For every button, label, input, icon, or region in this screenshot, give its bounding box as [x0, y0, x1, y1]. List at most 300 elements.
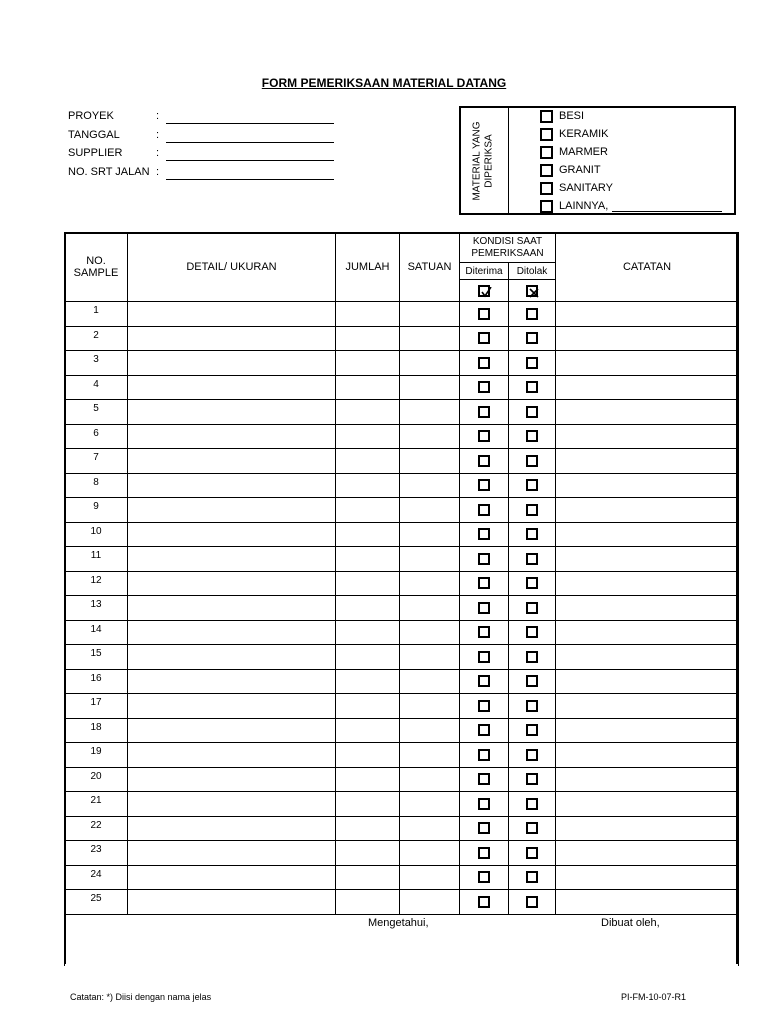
diterima-cell[interactable] — [460, 865, 509, 890]
header-kondisi-line1: KONDISI SAAT — [472, 235, 543, 247]
header-field-label: PROYEK — [68, 110, 114, 122]
row-number: 3 — [65, 351, 128, 376]
diterima-checkbox-icon[interactable] — [478, 700, 490, 712]
detail-cell[interactable] — [128, 400, 336, 425]
ditolak-cell[interactable] — [509, 669, 556, 694]
header-field-input-line[interactable] — [166, 142, 334, 143]
row-number: 6 — [65, 424, 128, 449]
checkbox-icon[interactable] — [540, 128, 553, 141]
satuan-cell[interactable] — [400, 767, 460, 792]
diterima-checkbox-icon[interactable] — [478, 308, 490, 320]
header-detail: DETAIL/ UKURAN — [128, 233, 336, 302]
ditolak-checkbox-icon[interactable] — [526, 700, 538, 712]
diterima-cell[interactable] — [460, 816, 509, 841]
catatan-cell[interactable] — [556, 890, 739, 915]
satuan-cell[interactable] — [400, 669, 460, 694]
diterima-checkbox-icon[interactable] — [478, 798, 490, 810]
table-row — [65, 694, 739, 719]
jumlah-cell[interactable] — [336, 375, 400, 400]
diterima-cell[interactable] — [460, 620, 509, 645]
detail-cell[interactable] — [128, 620, 336, 645]
catatan-cell[interactable] — [556, 743, 739, 768]
ditolak-checkbox-icon[interactable] — [526, 871, 538, 883]
detail-cell[interactable] — [128, 816, 336, 841]
satuan-cell[interactable] — [400, 596, 460, 621]
diterima-cell[interactable] — [460, 694, 509, 719]
crossed-checkbox-icon — [526, 285, 538, 297]
header-no: NO. — [86, 255, 106, 267]
dibuat-oleh-label: Dibuat oleh, — [601, 917, 660, 929]
diterima-checkbox-icon[interactable] — [478, 504, 490, 516]
diterima-cell[interactable] — [460, 400, 509, 425]
ditolak-checkbox-icon[interactable] — [526, 822, 538, 834]
checkbox-icon[interactable] — [540, 200, 553, 213]
diterima-checkbox-icon[interactable] — [478, 455, 490, 467]
jumlah-cell[interactable] — [336, 400, 400, 425]
detail-cell[interactable] — [128, 351, 336, 376]
table-row — [65, 816, 739, 841]
header-field-label: TANGGAL — [68, 128, 120, 141]
row-number: 15 — [65, 645, 128, 670]
jumlah-cell[interactable] — [336, 841, 400, 866]
header-field-colon: : — [156, 165, 160, 178]
material-item[interactable] — [540, 181, 613, 195]
ditolak-cell[interactable] — [509, 743, 556, 768]
diterima-checkbox-icon[interactable] — [478, 381, 490, 393]
lainnya-input-line[interactable] — [612, 201, 722, 212]
satuan-cell[interactable] — [400, 473, 460, 498]
detail-cell[interactable] — [128, 596, 336, 621]
diterima-cell[interactable] — [460, 498, 509, 523]
jumlah-cell[interactable] — [336, 767, 400, 792]
catatan-cell[interactable] — [556, 473, 739, 498]
material-box-label — [459, 106, 508, 215]
ditolak-cell[interactable] — [509, 473, 556, 498]
row-number: 14 — [65, 620, 128, 645]
detail-cell[interactable] — [128, 767, 336, 792]
ditolak-checkbox-icon[interactable] — [526, 847, 538, 859]
catatan-cell[interactable] — [556, 816, 739, 841]
detail-cell[interactable] — [128, 522, 336, 547]
inspection-table — [64, 232, 739, 966]
detail-cell[interactable] — [128, 302, 336, 327]
table-row — [65, 767, 739, 792]
detail-cell[interactable] — [128, 571, 336, 596]
detail-cell[interactable] — [128, 645, 336, 670]
diterima-checkbox-icon[interactable] — [478, 577, 490, 589]
catatan-cell[interactable] — [556, 351, 739, 376]
diterima-checkbox-icon[interactable] — [478, 332, 490, 344]
header-jumlah: JUMLAH — [336, 233, 400, 302]
jumlah-cell[interactable] — [336, 326, 400, 351]
satuan-cell[interactable] — [400, 645, 460, 670]
catatan-cell[interactable] — [556, 449, 739, 474]
satuan-cell[interactable] — [400, 498, 460, 523]
diterima-cell[interactable] — [460, 473, 509, 498]
satuan-cell[interactable] — [400, 841, 460, 866]
diterima-cell[interactable] — [460, 351, 509, 376]
jumlah-cell[interactable] — [336, 645, 400, 670]
ditolak-cell[interactable] — [509, 498, 556, 523]
diterima-checkbox-icon[interactable] — [478, 602, 490, 614]
row-number: 2 — [65, 326, 128, 351]
header-field-colon: : — [156, 128, 160, 141]
ditolak-cell[interactable] — [509, 400, 556, 425]
header-ditolak-legend — [509, 280, 556, 302]
jumlah-cell[interactable] — [336, 792, 400, 817]
diterima-checkbox-icon[interactable] — [478, 406, 490, 418]
catatan-cell[interactable] — [556, 645, 739, 670]
detail-cell[interactable] — [128, 473, 336, 498]
row-number: 16 — [65, 669, 128, 694]
satuan-cell[interactable] — [400, 302, 460, 327]
satuan-cell[interactable] — [400, 620, 460, 645]
detail-cell[interactable] — [128, 890, 336, 915]
catatan-cell[interactable] — [556, 694, 739, 719]
table-row — [65, 498, 739, 523]
catatan-cell[interactable] — [556, 424, 739, 449]
material-item[interactable] — [540, 163, 601, 177]
ditolak-cell[interactable] — [509, 841, 556, 866]
checkbox-icon[interactable] — [540, 110, 553, 123]
row-number: 5 — [65, 400, 128, 425]
row-number: 17 — [65, 694, 128, 719]
row-number: 20 — [65, 767, 128, 792]
diterima-checkbox-icon[interactable] — [478, 871, 490, 883]
row-number: 8 — [65, 473, 128, 498]
jumlah-cell[interactable] — [336, 449, 400, 474]
header-field-colon: : — [156, 110, 160, 122]
material-label-line2: DIPERIKSA — [483, 133, 495, 188]
diterima-cell[interactable] — [460, 596, 509, 621]
jumlah-cell[interactable] — [336, 620, 400, 645]
catatan-cell[interactable] — [556, 718, 739, 743]
header-field-input-line[interactable] — [166, 160, 334, 161]
detail-cell[interactable] — [128, 375, 336, 400]
jumlah-cell[interactable] — [336, 596, 400, 621]
ditolak-cell[interactable] — [509, 302, 556, 327]
row-number: 24 — [65, 865, 128, 890]
ditolak-cell[interactable] — [509, 596, 556, 621]
satuan-cell[interactable] — [400, 424, 460, 449]
row-number: 22 — [65, 816, 128, 841]
diterima-checkbox-icon[interactable] — [478, 479, 490, 491]
diterima-cell[interactable] — [460, 792, 509, 817]
row-number: 7 — [65, 449, 128, 474]
material-item[interactable] — [540, 145, 608, 159]
ditolak-checkbox-icon[interactable] — [526, 479, 538, 491]
material-item[interactable] — [540, 199, 722, 213]
ditolak-cell[interactable] — [509, 351, 556, 376]
header-kondisi-line2: PEMERIKSAAN — [471, 247, 544, 259]
diterima-cell[interactable] — [460, 890, 509, 915]
satuan-cell[interactable] — [400, 816, 460, 841]
catatan-cell[interactable] — [556, 326, 739, 351]
diterima-checkbox-icon[interactable] — [478, 675, 490, 687]
detail-cell[interactable] — [128, 424, 336, 449]
satuan-cell[interactable] — [400, 571, 460, 596]
row-number: 1 — [65, 302, 128, 327]
diterima-checkbox-icon[interactable] — [478, 553, 490, 565]
satuan-cell[interactable] — [400, 694, 460, 719]
diterima-checkbox-icon[interactable] — [478, 528, 490, 540]
table-row — [65, 718, 739, 743]
table-row — [65, 473, 739, 498]
header-catatan: CATATAN — [556, 233, 739, 302]
table-row — [65, 547, 739, 572]
catatan-cell[interactable] — [556, 547, 739, 572]
ditolak-cell[interactable] — [509, 865, 556, 890]
diterima-cell[interactable] — [460, 302, 509, 327]
satuan-cell[interactable] — [400, 449, 460, 474]
ditolak-cell[interactable] — [509, 645, 556, 670]
diterima-checkbox-icon[interactable] — [478, 896, 490, 908]
ditolak-checkbox-icon[interactable] — [526, 651, 538, 663]
diterima-cell[interactable] — [460, 375, 509, 400]
table-body — [65, 302, 739, 967]
diterima-checkbox-icon[interactable] — [478, 651, 490, 663]
detail-cell[interactable] — [128, 498, 336, 523]
diterima-cell[interactable] — [460, 718, 509, 743]
detail-cell[interactable] — [128, 449, 336, 474]
ditolak-checkbox-icon[interactable] — [526, 430, 538, 442]
detail-cell[interactable] — [128, 743, 336, 768]
detail-cell[interactable] — [128, 694, 336, 719]
row-number: 9 — [65, 498, 128, 523]
jumlah-cell[interactable] — [336, 694, 400, 719]
detail-cell[interactable] — [128, 841, 336, 866]
table-row — [65, 865, 739, 890]
diterima-checkbox-icon[interactable] — [478, 822, 490, 834]
table-row — [65, 571, 739, 596]
ditolak-checkbox-icon[interactable] — [526, 602, 538, 614]
diterima-checkbox-icon[interactable] — [478, 724, 490, 736]
footer-code: PI-FM-10-07-R1 — [621, 992, 687, 1002]
ditolak-checkbox-icon[interactable] — [526, 406, 538, 418]
detail-cell[interactable] — [128, 326, 336, 351]
ditolak-checkbox-icon[interactable] — [526, 773, 538, 785]
material-item-label: MARMER — [559, 146, 608, 158]
header-diterima-legend — [460, 280, 509, 302]
mengetahui-label: Mengetahui, — [368, 917, 429, 929]
row-number: 21 — [65, 792, 128, 817]
checked-checkbox-icon — [478, 285, 490, 297]
row-number: 25 — [65, 890, 128, 915]
satuan-cell[interactable] — [400, 890, 460, 915]
catatan-cell[interactable] — [556, 841, 739, 866]
satuan-cell[interactable] — [400, 743, 460, 768]
diterima-cell[interactable] — [460, 522, 509, 547]
row-number: 19 — [65, 743, 128, 768]
ditolak-checkbox-icon[interactable] — [526, 896, 538, 908]
diterima-cell[interactable] — [460, 547, 509, 572]
satuan-cell[interactable] — [400, 351, 460, 376]
row-number: 12 — [65, 571, 128, 596]
jumlah-cell[interactable] — [336, 522, 400, 547]
satuan-cell[interactable] — [400, 865, 460, 890]
table-row — [65, 596, 739, 621]
table-row — [65, 449, 739, 474]
catatan-cell[interactable] — [556, 498, 739, 523]
diterima-checkbox-icon[interactable] — [478, 357, 490, 369]
diterima-cell[interactable] — [460, 841, 509, 866]
jumlah-cell[interactable] — [336, 890, 400, 915]
catatan-cell[interactable] — [556, 522, 739, 547]
table-row — [65, 645, 739, 670]
ditolak-checkbox-icon[interactable] — [526, 553, 538, 565]
satuan-cell[interactable] — [400, 792, 460, 817]
ditolak-checkbox-icon[interactable] — [526, 504, 538, 516]
header-sample: SAMPLE — [73, 267, 119, 279]
ditolak-cell[interactable] — [509, 375, 556, 400]
detail-cell[interactable] — [128, 669, 336, 694]
header-field-label: NO. SRT JALAN — [68, 165, 150, 178]
jumlah-cell[interactable] — [336, 571, 400, 596]
table-row — [65, 351, 739, 376]
diterima-cell[interactable] — [460, 645, 509, 670]
diterima-checkbox-icon[interactable] — [478, 847, 490, 859]
material-item-label: GRANIT — [559, 164, 601, 176]
satuan-cell[interactable] — [400, 400, 460, 425]
catatan-cell[interactable] — [556, 792, 739, 817]
checkbox-icon[interactable] — [540, 182, 553, 195]
satuan-cell[interactable] — [400, 326, 460, 351]
diterima-checkbox-icon[interactable] — [478, 430, 490, 442]
catatan-cell[interactable] — [556, 302, 739, 327]
jumlah-cell[interactable] — [336, 816, 400, 841]
row-number: 18 — [65, 718, 128, 743]
diterima-cell[interactable] — [460, 743, 509, 768]
ditolak-cell[interactable] — [509, 718, 556, 743]
satuan-cell[interactable] — [400, 522, 460, 547]
ditolak-cell[interactable] — [509, 694, 556, 719]
jumlah-cell[interactable] — [336, 302, 400, 327]
table-row — [65, 326, 739, 351]
table-row — [65, 302, 739, 327]
header-no-sample — [65, 233, 128, 302]
diterima-cell[interactable] — [460, 571, 509, 596]
satuan-cell[interactable] — [400, 375, 460, 400]
ditolak-cell[interactable] — [509, 522, 556, 547]
header-field-colon: : — [156, 147, 160, 159]
diterima-checkbox-icon[interactable] — [478, 749, 490, 761]
detail-cell[interactable] — [128, 792, 336, 817]
catatan-cell[interactable] — [556, 375, 739, 400]
ditolak-cell[interactable] — [509, 890, 556, 915]
jumlah-cell[interactable] — [336, 669, 400, 694]
detail-cell[interactable] — [128, 547, 336, 572]
table-row — [65, 375, 739, 400]
ditolak-cell[interactable] — [509, 547, 556, 572]
catatan-cell[interactable] — [556, 865, 739, 890]
header-field-input-line[interactable] — [166, 123, 334, 124]
header-satuan: SATUAN — [400, 233, 460, 302]
material-item-label: LAINNYA, — [559, 200, 609, 212]
header-kondisi — [460, 233, 556, 263]
ditolak-cell[interactable] — [509, 620, 556, 645]
diterima-cell[interactable] — [460, 669, 509, 694]
ditolak-checkbox-icon[interactable] — [526, 455, 538, 467]
jumlah-cell[interactable] — [336, 351, 400, 376]
table-row — [65, 424, 739, 449]
table-row — [65, 669, 739, 694]
table-row — [65, 522, 739, 547]
header-field-input-line[interactable] — [166, 179, 334, 180]
catatan-cell[interactable] — [556, 400, 739, 425]
catatan-cell[interactable] — [556, 571, 739, 596]
diterima-cell[interactable] — [460, 449, 509, 474]
checkbox-icon[interactable] — [540, 146, 553, 159]
header-diterima: Diterima — [460, 263, 509, 280]
table-row — [65, 890, 739, 915]
diterima-checkbox-icon[interactable] — [478, 626, 490, 638]
ditolak-checkbox-icon[interactable] — [526, 626, 538, 638]
ditolak-cell[interactable] — [509, 424, 556, 449]
ditolak-checkbox-icon[interactable] — [526, 798, 538, 810]
material-item-label: SANITARY — [559, 182, 613, 194]
row-number: 11 — [65, 547, 128, 572]
diterima-cell[interactable] — [460, 767, 509, 792]
catatan-cell[interactable] — [556, 620, 739, 645]
header-field-label: SUPPLIER — [68, 147, 123, 159]
ditolak-cell[interactable] — [509, 792, 556, 817]
satuan-cell[interactable] — [400, 718, 460, 743]
table-row — [65, 841, 739, 866]
checkbox-icon[interactable] — [540, 164, 553, 177]
ditolak-checkbox-icon[interactable] — [526, 749, 538, 761]
ditolak-checkbox-icon[interactable] — [526, 675, 538, 687]
header-ditolak: Ditolak — [509, 263, 556, 280]
jumlah-cell[interactable] — [336, 473, 400, 498]
detail-cell[interactable] — [128, 865, 336, 890]
material-item-label: KERAMIK — [559, 128, 609, 140]
table-row — [65, 743, 739, 768]
ditolak-checkbox-icon[interactable] — [526, 381, 538, 393]
ditolak-cell[interactable] — [509, 449, 556, 474]
diterima-cell[interactable] — [460, 326, 509, 351]
catatan-cell[interactable] — [556, 767, 739, 792]
ditolak-checkbox-icon[interactable] — [526, 528, 538, 540]
ditolak-checkbox-icon[interactable] — [526, 577, 538, 589]
ditolak-checkbox-icon[interactable] — [526, 357, 538, 369]
jumlah-cell[interactable] — [336, 865, 400, 890]
diterima-cell[interactable] — [460, 424, 509, 449]
jumlah-cell[interactable] — [336, 498, 400, 523]
row-number: 4 — [65, 375, 128, 400]
material-item[interactable] — [540, 109, 584, 123]
ditolak-checkbox-icon[interactable] — [526, 308, 538, 320]
jumlah-cell[interactable] — [336, 547, 400, 572]
catatan-cell[interactable] — [556, 669, 739, 694]
jumlah-cell[interactable] — [336, 424, 400, 449]
table-row — [65, 620, 739, 645]
ditolak-cell[interactable] — [509, 571, 556, 596]
ditolak-checkbox-icon[interactable] — [526, 332, 538, 344]
satuan-cell[interactable] — [400, 547, 460, 572]
catatan-cell[interactable] — [556, 596, 739, 621]
ditolak-cell[interactable] — [509, 767, 556, 792]
diterima-checkbox-icon[interactable] — [478, 773, 490, 785]
ditolak-cell[interactable] — [509, 326, 556, 351]
jumlah-cell[interactable] — [336, 718, 400, 743]
ditolak-checkbox-icon[interactable] — [526, 724, 538, 736]
detail-cell[interactable] — [128, 718, 336, 743]
ditolak-cell[interactable] — [509, 816, 556, 841]
material-label-line1: MATERIAL YANG — [471, 120, 483, 201]
material-item[interactable] — [540, 127, 609, 141]
jumlah-cell[interactable] — [336, 743, 400, 768]
table-row — [65, 400, 739, 425]
